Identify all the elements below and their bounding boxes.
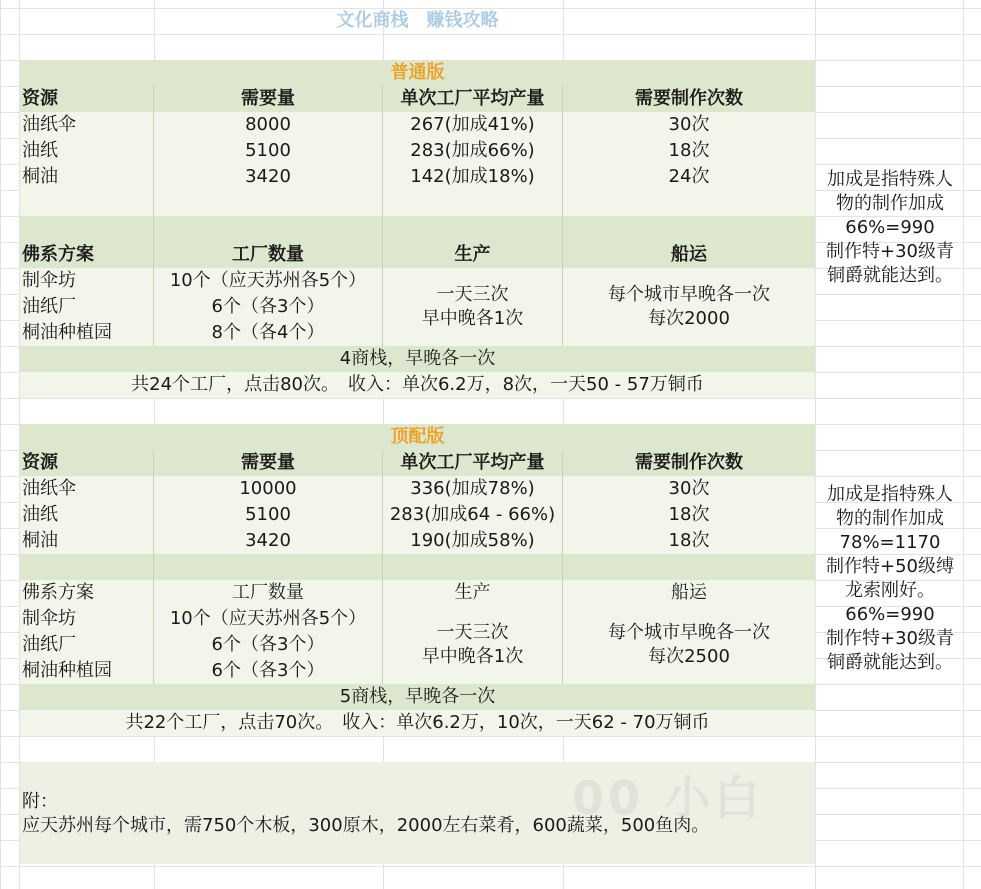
premium-header-row <box>20 450 815 476</box>
shipping-line: 每个城市早晚各一次 <box>608 284 770 305</box>
table-cell[interactable]: 油纸 <box>20 502 154 528</box>
header-plan[interactable]: 佛系方案 <box>20 242 154 268</box>
summary-row <box>20 346 815 372</box>
table-cell[interactable]: 6个（各3个） <box>154 294 383 320</box>
appendix-text: 应天苏州每个城市，需750个木板，300原木，2000左右菜肴，600蔬菜，500鱼肉。 <box>22 815 710 836</box>
summary-row <box>20 710 815 736</box>
table-cell[interactable]: 3420 <box>154 528 383 554</box>
sheet-title: 文化商栈 赚钱攻略 <box>336 10 499 31</box>
table-cell[interactable]: 桐油种植园 <box>20 658 154 684</box>
table-cell[interactable]: 桐油种植园 <box>20 320 154 346</box>
summary-cell[interactable]: 4商栈，早晚各一次 <box>339 348 496 369</box>
note-line: 物的制作加成 <box>836 508 944 529</box>
table-cell[interactable]: 油纸伞 <box>20 476 154 502</box>
table-cell[interactable] <box>20 190 154 216</box>
table-cell[interactable] <box>20 216 154 242</box>
table-cell[interactable] <box>563 190 815 216</box>
note-line: 制作特+30级青 <box>826 241 954 262</box>
plan-header-row <box>20 580 815 606</box>
table-cell[interactable]: 5100 <box>154 138 383 164</box>
note-line: 78%=1170 <box>839 532 941 553</box>
table-cell[interactable]: 10个（应天苏州各5个） <box>154 606 383 632</box>
table-cell[interactable] <box>383 216 563 242</box>
table-cell[interactable]: 8个（各4个） <box>154 320 383 346</box>
table-row <box>20 138 815 164</box>
header-craft-count[interactable]: 需要制作次数 <box>635 88 743 109</box>
table-cell[interactable]: 桐油 <box>20 528 154 554</box>
shipping-line: 每个城市早晚各一次 <box>608 622 770 643</box>
header-required[interactable]: 需要量 <box>154 450 383 476</box>
table-cell[interactable]: 30次 <box>668 114 710 135</box>
header-avg-output[interactable]: 单次工厂平均产量 <box>383 450 563 476</box>
header-resource[interactable]: 资源 <box>20 450 154 476</box>
header-production[interactable]: 生产 <box>383 242 563 268</box>
table-cell[interactable] <box>563 216 815 242</box>
production-line: 早中晚各1次 <box>421 308 524 329</box>
note-line: 66%=990 <box>845 604 935 625</box>
empty-row <box>20 216 815 242</box>
table-row <box>20 502 815 528</box>
table-cell[interactable]: 18次 <box>668 530 710 551</box>
header-required[interactable]: 需要量 <box>154 86 383 112</box>
table-cell[interactable] <box>383 554 563 580</box>
table-cell[interactable]: 制伞坊 <box>20 268 154 294</box>
grid-column-line <box>963 0 964 889</box>
note-line: 制作特+50级缚 <box>826 556 954 577</box>
table-cell[interactable]: 油纸伞 <box>20 112 154 138</box>
table-cell[interactable]: 190(加成58%) <box>383 528 563 554</box>
table-cell[interactable]: 3420 <box>154 164 383 190</box>
premium-heading: 顶配版 <box>390 426 445 447</box>
table-cell[interactable]: 6个（各3个） <box>154 658 383 684</box>
table-cell[interactable]: 142(加成18%) <box>383 164 563 190</box>
note-line: 物的制作加成 <box>836 193 944 214</box>
shipping-cell[interactable] <box>563 268 815 346</box>
table-cell[interactable] <box>154 554 383 580</box>
shipping-cell[interactable] <box>563 606 815 684</box>
summary-cell[interactable]: 共24个工厂，点击80次。 收入：单次6.2万，8次，一天50 - 57万铜币 <box>131 374 704 395</box>
note-line: 66%=990 <box>845 217 935 238</box>
table-cell[interactable]: 10000 <box>154 476 383 502</box>
note-line: 加成是指特殊人 <box>827 169 953 190</box>
production-line: 早中晚各1次 <box>421 646 524 667</box>
note-line: 铜爵就能达到。 <box>827 652 953 673</box>
standard-table <box>20 60 815 397</box>
table-cell[interactable] <box>20 554 154 580</box>
table-cell[interactable]: 8000 <box>154 112 383 138</box>
summary-cell[interactable]: 5商栈，早晚各一次 <box>339 686 496 707</box>
header-factory-count[interactable]: 工厂数量 <box>154 242 383 268</box>
note-line: 铜爵就能达到。 <box>827 265 953 286</box>
header-craft-count[interactable]: 需要制作次数 <box>635 452 743 473</box>
standard-header-row <box>20 86 815 112</box>
table-cell[interactable]: 油纸厂 <box>20 632 154 658</box>
grid-column-line <box>815 0 816 889</box>
header-plan[interactable]: 佛系方案 <box>20 580 154 606</box>
table-cell[interactable]: 油纸厂 <box>20 294 154 320</box>
header-shipping[interactable]: 船运 <box>671 244 707 265</box>
table-cell[interactable]: 336(加成78%) <box>383 476 563 502</box>
table-cell[interactable] <box>154 190 383 216</box>
shipping-line: 每次2500 <box>648 646 730 667</box>
shipping-line: 每次2000 <box>648 308 730 329</box>
table-cell[interactable]: 267(加成41%) <box>383 112 563 138</box>
table-cell[interactable] <box>154 216 383 242</box>
table-cell[interactable]: 18次 <box>668 504 710 525</box>
appendix-label: 附： <box>22 791 58 812</box>
production-line: 一天三次 <box>436 284 509 305</box>
empty-row <box>20 554 815 580</box>
premium-table <box>20 424 815 735</box>
header-shipping[interactable]: 船运 <box>671 582 707 603</box>
standard-heading: 普通版 <box>390 62 445 83</box>
watermark: 00 小白 <box>572 771 765 825</box>
table-cell[interactable]: 283(加成64 - 66%) <box>383 502 563 528</box>
header-production[interactable]: 生产 <box>383 580 563 606</box>
table-cell[interactable]: 5100 <box>154 502 383 528</box>
table-cell[interactable]: 18次 <box>668 140 710 161</box>
header-factory-count[interactable]: 工厂数量 <box>154 580 383 606</box>
summary-cell[interactable]: 共22个工厂，点击70次。 收入：单次6.2万，10次，一天62 - 70万铜币 <box>125 712 710 733</box>
standard-note[interactable] <box>815 168 965 288</box>
table-cell[interactable]: 制伞坊 <box>20 606 154 632</box>
premium-note[interactable] <box>815 483 965 675</box>
header-avg-output[interactable]: 单次工厂平均产量 <box>383 86 563 112</box>
table-cell[interactable]: 30次 <box>668 478 710 499</box>
table-cell[interactable]: 24次 <box>668 166 710 187</box>
plan-header-row <box>20 242 815 268</box>
production-cell[interactable] <box>383 268 563 346</box>
note-line: 制作特+30级青 <box>826 628 954 649</box>
production-cell[interactable] <box>383 606 563 684</box>
table-row <box>20 112 815 138</box>
production-line: 一天三次 <box>436 622 509 643</box>
note-line: 龙索刚好。 <box>845 580 935 601</box>
summary-row <box>20 684 815 710</box>
table-cell[interactable] <box>563 554 815 580</box>
table-cell[interactable] <box>383 190 563 216</box>
table-row <box>20 164 815 190</box>
header-resource[interactable]: 资源 <box>20 86 154 112</box>
table-row <box>20 528 815 554</box>
table-cell[interactable]: 10个（应天苏州各5个） <box>154 268 383 294</box>
table-cell[interactable]: 6个（各3个） <box>154 632 383 658</box>
empty-row <box>20 190 815 216</box>
table-cell[interactable]: 283(加成66%) <box>383 138 563 164</box>
table-cell[interactable]: 桐油 <box>20 164 154 190</box>
summary-row <box>20 372 815 398</box>
note-line: 加成是指特殊人 <box>827 484 953 505</box>
table-cell[interactable]: 油纸 <box>20 138 154 164</box>
table-row <box>20 476 815 502</box>
